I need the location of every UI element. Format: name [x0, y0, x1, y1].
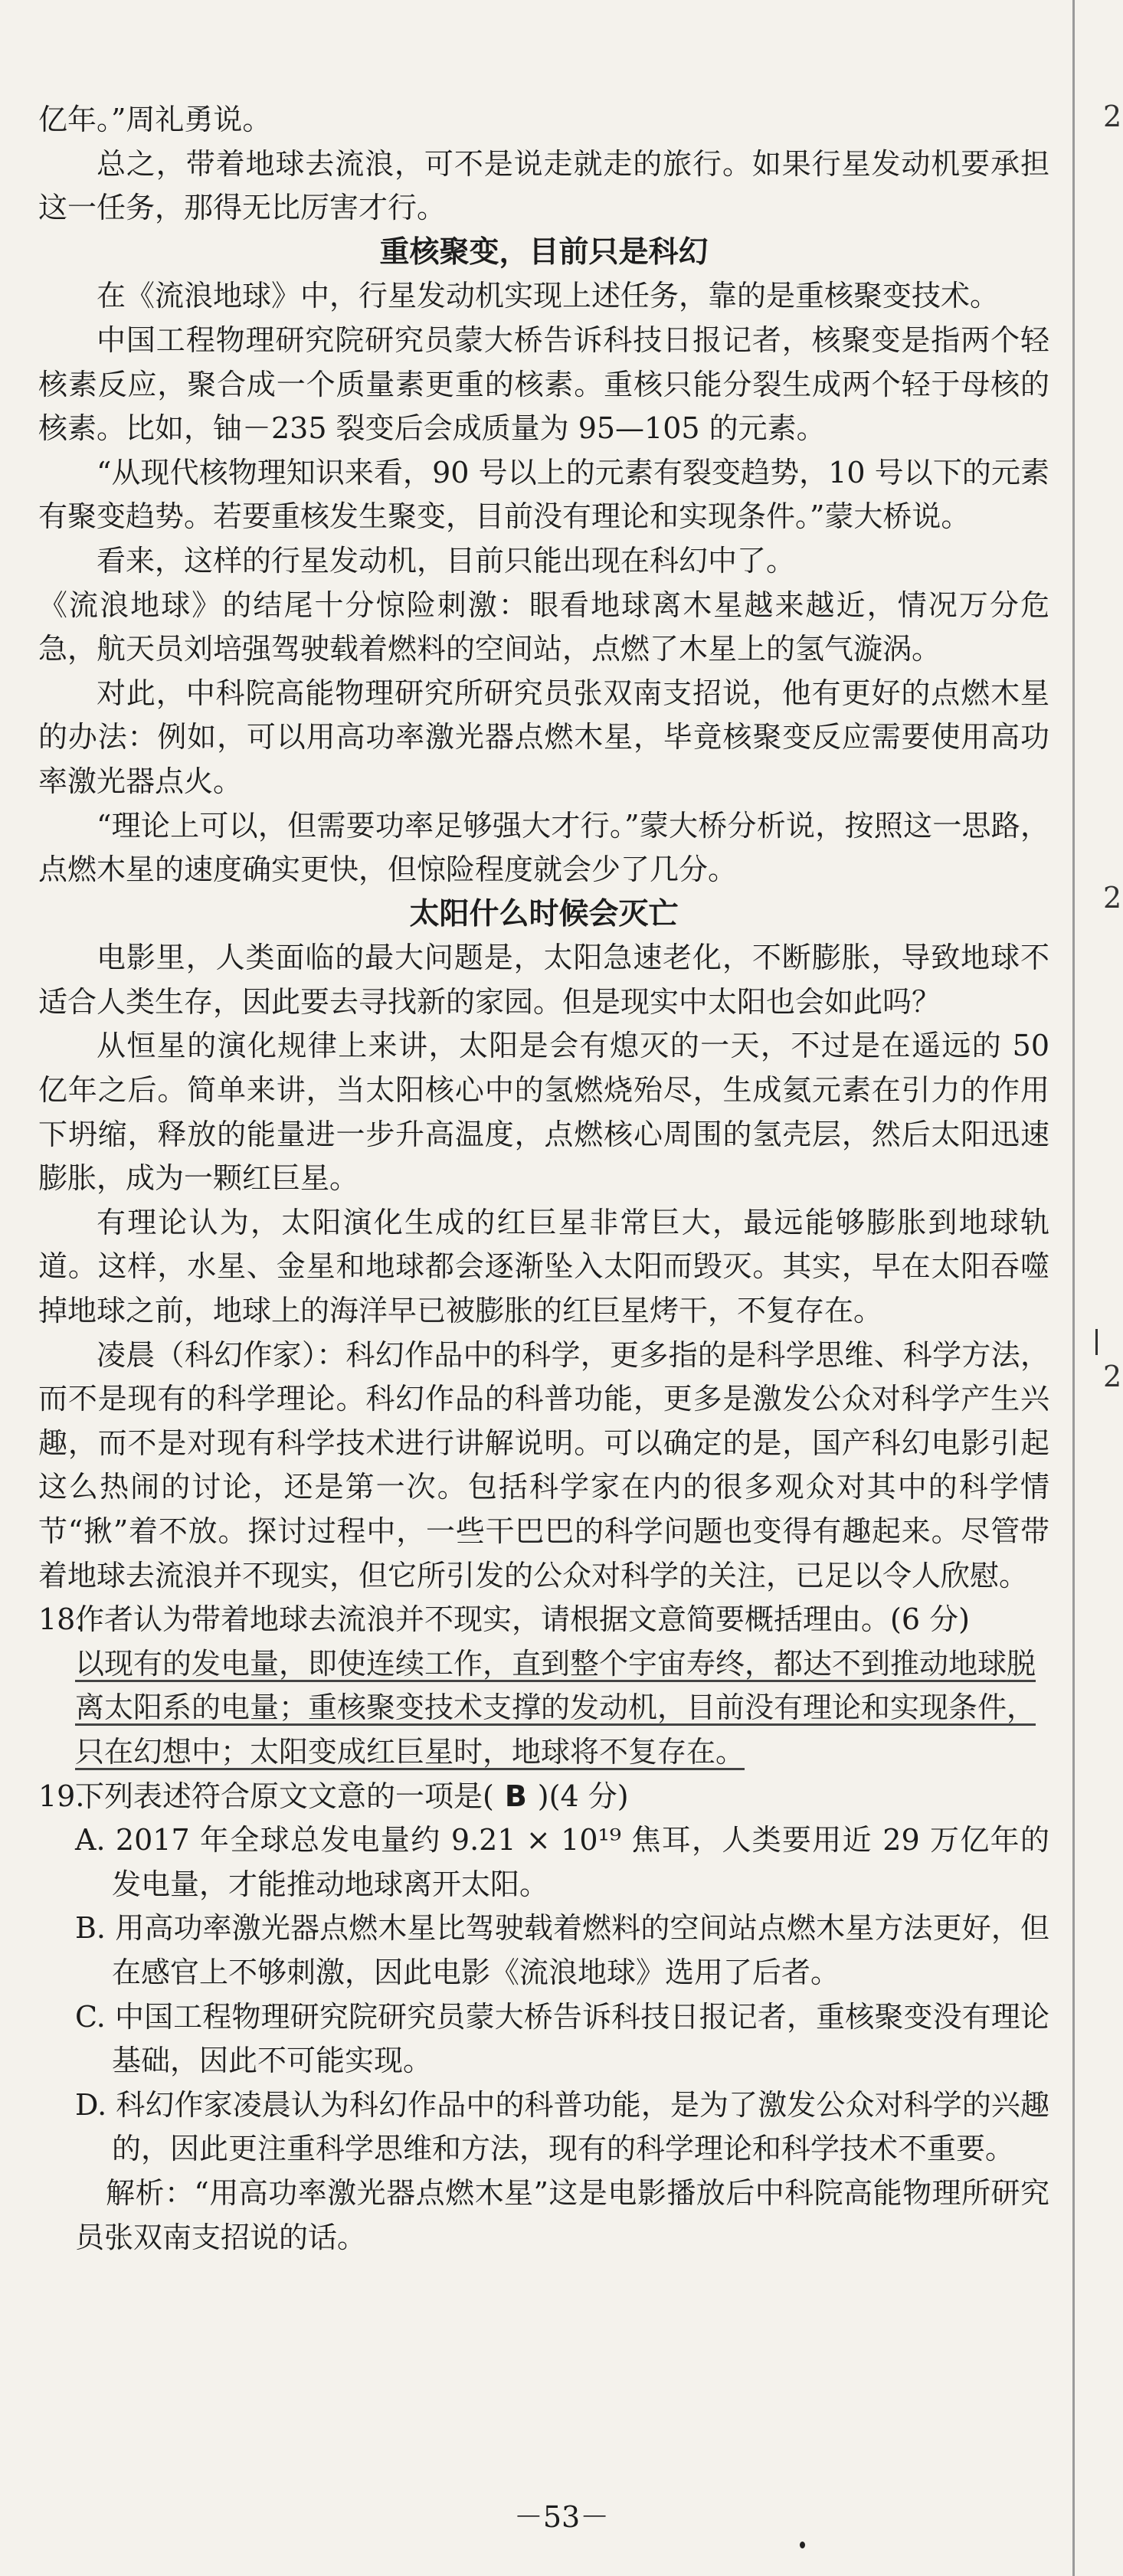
question-number: 19.	[38, 1779, 85, 1813]
question-text: 作者认为带着地球去流浪并不现实，请根据文意简要概括理由。(6 分)	[75, 1602, 970, 1637]
option-d: D. 科幻作家凌晨认为科幻作品中的科普功能，是为了激发公众对科学的兴趣的，因此更注重科学思维和方法，现有的科学理论和科学技术不重要。	[75, 2087, 1049, 2166]
question-score: )(4 分)	[537, 1779, 629, 1813]
article-body	[38, 98, 1049, 2260]
paragraph: 电影里，人类面临的最大问题是，太阳急速老化，不断膨胀，导致地球不适合人类生存，因此要去寻找新的家园。但是现实中太阳也会如此吗？	[38, 941, 1049, 1019]
paragraph: 《流浪地球》的结尾十分惊险刺激：眼看地球离木星越来越近，情况万分危急，航天员刘培强驾驶载着燃料的空间站，点燃了木星上的氢气漩涡。	[38, 588, 1049, 666]
paragraph: 对此，中科院高能物理研究所研究员张双南支招说，他有更好的点燃木星的办法：例如，可以用高功率激光器点燃木星，毕竟核聚变反应需要使用高功率激光器点火。	[38, 676, 1049, 798]
paragraph: “理论上可以，但需要功率足够强大才行。”蒙大桥分析说，按照这一思路，点燃木星的速度确实更快，但惊险程度就会少了几分。	[38, 808, 1049, 887]
paragraph: 有理论认为，太阳演化生成的红巨星非常巨大，最远能够膨胀到地球轨道。这样，水星、金星和地球都会逐渐坠入太阳而毁灭。其实，早在太阳吞噬掉地球之前，地球上的海洋早已被膨胀的红巨星烤干，不复存在。	[38, 1205, 1049, 1328]
option-b: B. 用高功率激光器点燃木星比驾驶载着燃料的空间站点燃木星方法更好，但在感官上不够刺激，因此电影《流浪地球》选用了后者。	[75, 1911, 1049, 1989]
question-18	[38, 1598, 1049, 1642]
ink-dot	[800, 2542, 805, 2548]
question-19	[38, 1775, 1049, 1819]
paragraph: 总之，带着地球去流浪，可不是说走就走的旅行。如果行星发动机要承担这一任务，那得无比厉害才行。	[38, 146, 1049, 225]
page-number: －53－	[513, 2500, 610, 2534]
option-c: C. 中国工程物理研究院研究员蒙大桥告诉科技日报记者，重核聚变没有理论基础，因此不可能实现。	[75, 1999, 1049, 2078]
paragraph: 中国工程物理研究院研究员蒙大桥告诉科技日报记者，核聚变是指两个轻核素反应，聚合成一个质量素更重的核素。重核只能分裂生成两个轻于母核的核素。比如，铀－235 裂变后会成质量为 95—105 的元素。	[38, 322, 1049, 446]
section-heading: 重核聚变，目前只是科幻	[379, 234, 709, 270]
paragraph: “从现代核物理知识来看，90 号以上的元素有裂变趋势，10 号以下的元素有聚变趋势。若要重核发生聚变，目前没有理论和实现条件。”蒙大桥说。	[38, 455, 1049, 534]
handwritten-answer: 以现有的发电量，即使连续工作，直到整个宇宙寿终，都达不到推动地球脱离太阳系的电量；重核聚变技术支撑的发动机，目前没有理论和实现条件，只在幻想中；太阳变成红巨星时，地球将不复存在。	[75, 1646, 1036, 1769]
question-number: 18.	[38, 1602, 85, 1637]
paragraph: 亿年。”周礼勇说。	[38, 103, 272, 136]
paragraph: 看来，这样的行星发动机，目前只能出现在科幻中了。	[97, 543, 796, 578]
binding-margin-line	[1072, 0, 1075, 2576]
margin-mark: 2	[1103, 881, 1122, 915]
analysis: 解析：“用高功率激光器点燃木星”这是电影播放后中科院高能物理所研究员张双南支招说的话。	[75, 2175, 1049, 2254]
paragraph: 从恒星的演化规律上来讲，太阳是会有熄灭的一天，不过是在遥远的 50 亿年之后。简单来讲，当太阳核心中的氢燃烧殆尽，生成氦元素在引力的作用下坍缩，释放的能量进一步升高温度，点燃核心周围的氢壳层，然后太阳迅速膨胀，成为一颗红巨星。	[38, 1029, 1049, 1196]
paragraph: 凌晨（科幻作家）：科幻作品中的科学，更多指的是科学思维、科学方法，而不是现有的科学理论。科幻作品的科普功能，更多是激发公众对科学产生兴趣，而不是对现有科学技术进行讲解说明。可以确定的是，国产科幻电影引起这么热闹的讨论，还是第一次。包括科学家在内的很多观众对其中的科学情节“揪”着不放。探讨过程中，一些干巴巴的科学问题也变得有趣起来。尽管带着地球去流浪并不现实，但它所引发的公众对科学的关注，已足以令人欣慰。	[38, 1337, 1049, 1592]
selected-choice: B	[504, 1779, 527, 1813]
paragraph: 在《流浪地球》中，行星发动机实现上述任务，靠的是重核聚变技术。	[97, 279, 1000, 313]
section-heading: 太阳什么时候会灭亡	[409, 896, 679, 931]
option-a: A. 2017 年全球总发电量约 9.21 × 10¹⁹ 焦耳，人类要用近 29 万亿年的发电量，才能推动地球离开太阳。	[75, 1823, 1049, 1901]
question-text: 下列表述符合原文文意的一项是(	[75, 1779, 494, 1813]
margin-bracket	[1095, 1329, 1107, 1355]
margin-mark: 2	[1103, 1360, 1122, 1393]
margin-mark: 2	[1103, 100, 1122, 133]
